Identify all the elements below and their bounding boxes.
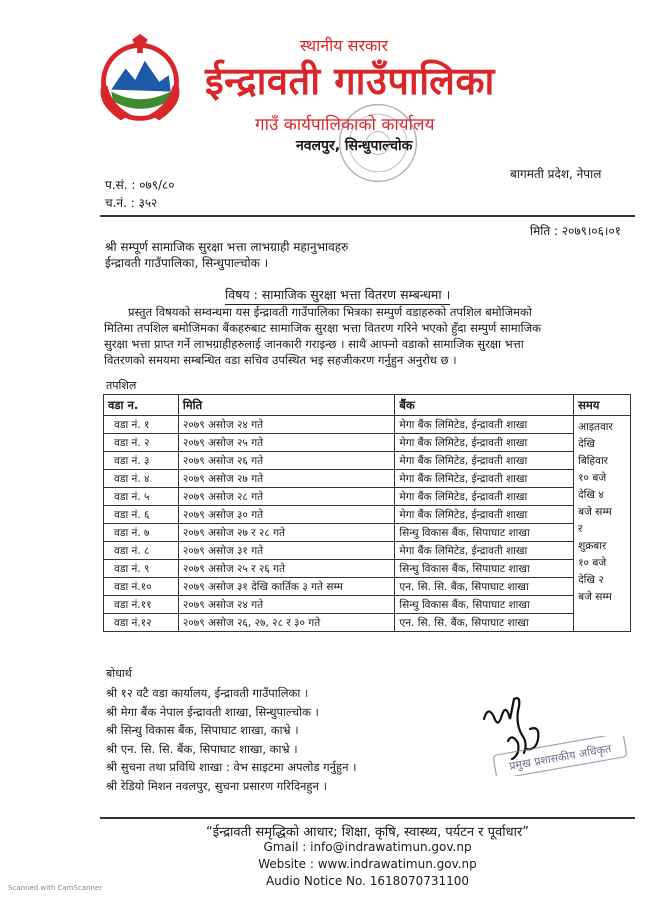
bank-cell: सिन्धु विकास बैंक, सिपाघाट शाखा — [395, 524, 574, 542]
bank-cell: मेगा बैंक लिमिटेड, ईन्द्रावती शाखा — [395, 416, 574, 434]
cc-item: श्री १२ वटै वडा कार्यालय, ईन्द्रावती गाउँपालिका । — [106, 686, 309, 700]
time-line: १० बजे — [578, 557, 607, 569]
cc-list — [106, 684, 357, 795]
ward-cell: वडा नं. २ — [104, 434, 179, 452]
footer-email[interactable]: Gmail : info@indrawatimun.gov.np — [263, 840, 472, 854]
table-row — [104, 416, 631, 434]
time-cell — [574, 416, 631, 632]
time-line: बजे सम्म — [578, 591, 612, 603]
table-row — [104, 452, 631, 470]
bank-cell: एन. सि. सि. बैंक, सिपाघाट शाखा — [395, 578, 574, 596]
office-address: नवलपुर, सिन्धुपाल्चोक — [296, 138, 413, 154]
ward-cell: वडा नं.११ — [104, 596, 179, 614]
date-cell: २०७९ असोज २८ गते — [178, 488, 395, 506]
time-line: १० बजे — [578, 472, 607, 484]
ward-cell: वडा नं.१० — [104, 578, 179, 596]
table-row — [104, 614, 631, 632]
bank-cell: मेगा बैंक लिमिटेड, ईन्द्रावती शाखा — [395, 488, 574, 506]
table-caption: तपशिल — [106, 379, 137, 392]
office-stamp-icon — [330, 95, 426, 191]
header-date: मिति — [178, 395, 395, 416]
footer-audio-notice: Audio Notice No. 1618070731100 — [265, 874, 470, 888]
footer-divider — [100, 817, 635, 819]
bank-cell: मेगा बैंक लिमिटेड, ईन्द्रावती शाखा — [395, 470, 574, 488]
municipality-title: ईन्द्रावती गाउँपालिका — [205, 59, 495, 103]
header-divider — [100, 215, 635, 217]
time-line: शुक्रबार — [578, 540, 607, 552]
footer-slogan: “ईन्द्रावती समृद्धिको आधार; शिक्षा, कृषि, स्वास्थ्य, पर्यटन र पूर्वाधार” — [205, 825, 530, 840]
date-cell: २०७९ असोज २७ र २८ गते — [178, 524, 395, 542]
table-row — [104, 524, 631, 542]
ward-cell: वडा नं. ८ — [104, 542, 179, 560]
date-cell: २०७९ असोज ३० गते — [178, 506, 395, 524]
footer-website[interactable]: Website : www.indrawatimun.gov.np — [258, 857, 477, 871]
body-line: प्रस्तुत विषयको सम्वन्धमा यस ईन्द्रावती गाउँपालिका भित्रका सम्पुर्ण वडाहरुको तपशिल बमोजिमको — [128, 305, 532, 319]
ward-cell: वडा नं. ९ — [104, 560, 179, 578]
date-cell: २०७९ असोज २५ र २६ गते — [178, 560, 395, 578]
ward-cell: वडा नं.१२ — [104, 614, 179, 632]
recipient-line-1: श्री सम्पूर्ण सामाजिक सुरक्षा भत्ता लाभग्राही महानुभावहरु — [105, 240, 349, 254]
letter-date: मिति : २०७९।०६।०१ — [530, 224, 621, 238]
body-line: वितरणको समयमा सम्बन्धित वडा सचिव उपस्थित भइ सहजीकरण गर्नुहुन अनुरोध छ । — [104, 353, 457, 367]
body-line: मितिमा तपशिल बमोजिमका बैंकहरुबाट सामाजिक सुरक्षा भत्ता वितरण गरिने भएको हुँदा सम्पुर्ण सामाजिक — [104, 321, 541, 335]
time-line: र — [578, 523, 583, 535]
bank-cell: एन. सि. सि. बैंक, सिपाघाट शाखा — [395, 614, 574, 632]
table-row — [104, 542, 631, 560]
header-subtitle: स्थानीय सरकार — [300, 36, 388, 55]
header-bank: बैंक — [395, 395, 574, 416]
reference-number: प.सं. : ०७९/८० — [105, 178, 175, 192]
table-row — [104, 596, 631, 614]
letter-body — [104, 304, 632, 368]
table-row — [104, 488, 631, 506]
table-row — [104, 560, 631, 578]
bank-cell: मेगा बैंक लिमिटेड, ईन्द्रावती शाखा — [395, 506, 574, 524]
distribution-schedule-table — [103, 394, 631, 632]
cc-item: श्री रेडियो मिशन नवलपुर, सुचना प्रसारण गरिदिनहुन । — [106, 778, 327, 793]
time-line: देखि २ — [578, 574, 604, 586]
scanner-watermark: Scanned with CamScanner — [8, 884, 103, 892]
date-cell: २०७९ असोज ३१ देखि कार्तिक ३ गते सम्म — [178, 578, 395, 596]
bank-cell: मेगा बैंक लिमिटेड, ईन्द्रावती शाखा — [395, 434, 574, 452]
header-time: समय — [574, 395, 631, 416]
table-row — [104, 434, 631, 452]
letter-subject: विषय : सामाजिक सुरक्षा भत्ता वितरण सम्बन्धमा । — [225, 286, 450, 305]
dispatch-number: च.नं. : ३५२ — [105, 196, 158, 210]
date-cell: २०७९ असोज २६ गते — [178, 452, 395, 470]
ward-cell: वडा नं. ३ — [104, 452, 179, 470]
ward-cell: वडा नं. १ — [104, 416, 179, 434]
cc-item: श्री एन. सि. सि. बैंक, सिपाघाट शाखा, काभ्रे । — [106, 741, 298, 756]
ward-cell: वडा नं. ७ — [104, 524, 179, 542]
office-name: गाउँ कार्यपालिकाको कार्यालय — [255, 115, 435, 135]
date-cell: २०७९ असोज २४ गते — [178, 416, 395, 434]
bank-cell: मेगा बैंक लिमिटेड, ईन्द्रावती शाखा — [395, 452, 574, 470]
seal-text: प्रमुख प्रशासकीय अधिकृत — [508, 742, 613, 773]
table-row — [104, 470, 631, 488]
nepal-emblem-icon — [92, 32, 188, 128]
province-label: बागमती प्रदेश, नेपाल — [510, 167, 602, 181]
table-header-row — [104, 395, 631, 416]
date-cell: २०७९ असोज २७ गते — [178, 470, 395, 488]
recipient-line-2: ईन्द्रावती गाउँपालिका, सिन्धुपाल्चोक । — [105, 256, 269, 270]
time-line: आइतवार — [578, 421, 613, 433]
date-cell: २०७९ असोज २५ गते — [178, 434, 395, 452]
bank-cell: सिन्धु विकास बैंक, सिपाघाट शाखा — [395, 596, 574, 614]
designation-seal — [490, 736, 630, 776]
header-ward: वडा न. — [104, 395, 179, 416]
date-cell: २०७९ असोज २६, २७, २८ र ३० गते — [178, 614, 395, 632]
table-row — [104, 506, 631, 524]
date-cell: २०७९ असोज ३१ गते — [178, 542, 395, 560]
table-row — [104, 578, 631, 596]
ward-cell: वडा नं. ४ — [104, 470, 179, 488]
ward-cell: वडा नं. ६ — [104, 506, 179, 524]
cc-heading: बोधार्थ — [106, 667, 132, 680]
cc-item: श्री सुचना तथा प्रविधि शाखा : वेभ साइटमा अपलोड गर्नुहुन । — [106, 760, 357, 774]
bank-cell: सिन्धु विकास बैंक, सिपाघाट शाखा — [395, 560, 574, 578]
time-line: बजे सम्म — [578, 506, 612, 518]
time-line: देखि ४ — [578, 489, 604, 501]
bank-cell: मेगा बैंक लिमिटेड, ईन्द्रावती शाखा — [395, 542, 574, 560]
body-line: सुरक्षा भत्ता प्राप्त गर्ने लाभग्राहीहरुलाई जानकारी गराइन्छ । साथै आफ्नो वडाको सामाजिक सुरक्षा भत्ता — [104, 337, 524, 351]
cc-item: श्री मेगा बैंक नेपाल ईन्द्रावती शाखा, सिन्धुपाल्चोक । — [106, 704, 319, 719]
time-line: बिहिवार — [578, 455, 608, 467]
ward-cell: वडा नं. ५ — [104, 488, 179, 506]
time-line: देखि — [578, 438, 595, 450]
date-cell: २०७९ असोज २४ गते — [178, 596, 395, 614]
cc-item: श्री सिन्धु विकास बैंक, सिपाघाट शाखा, काभ्रे । — [106, 723, 299, 737]
